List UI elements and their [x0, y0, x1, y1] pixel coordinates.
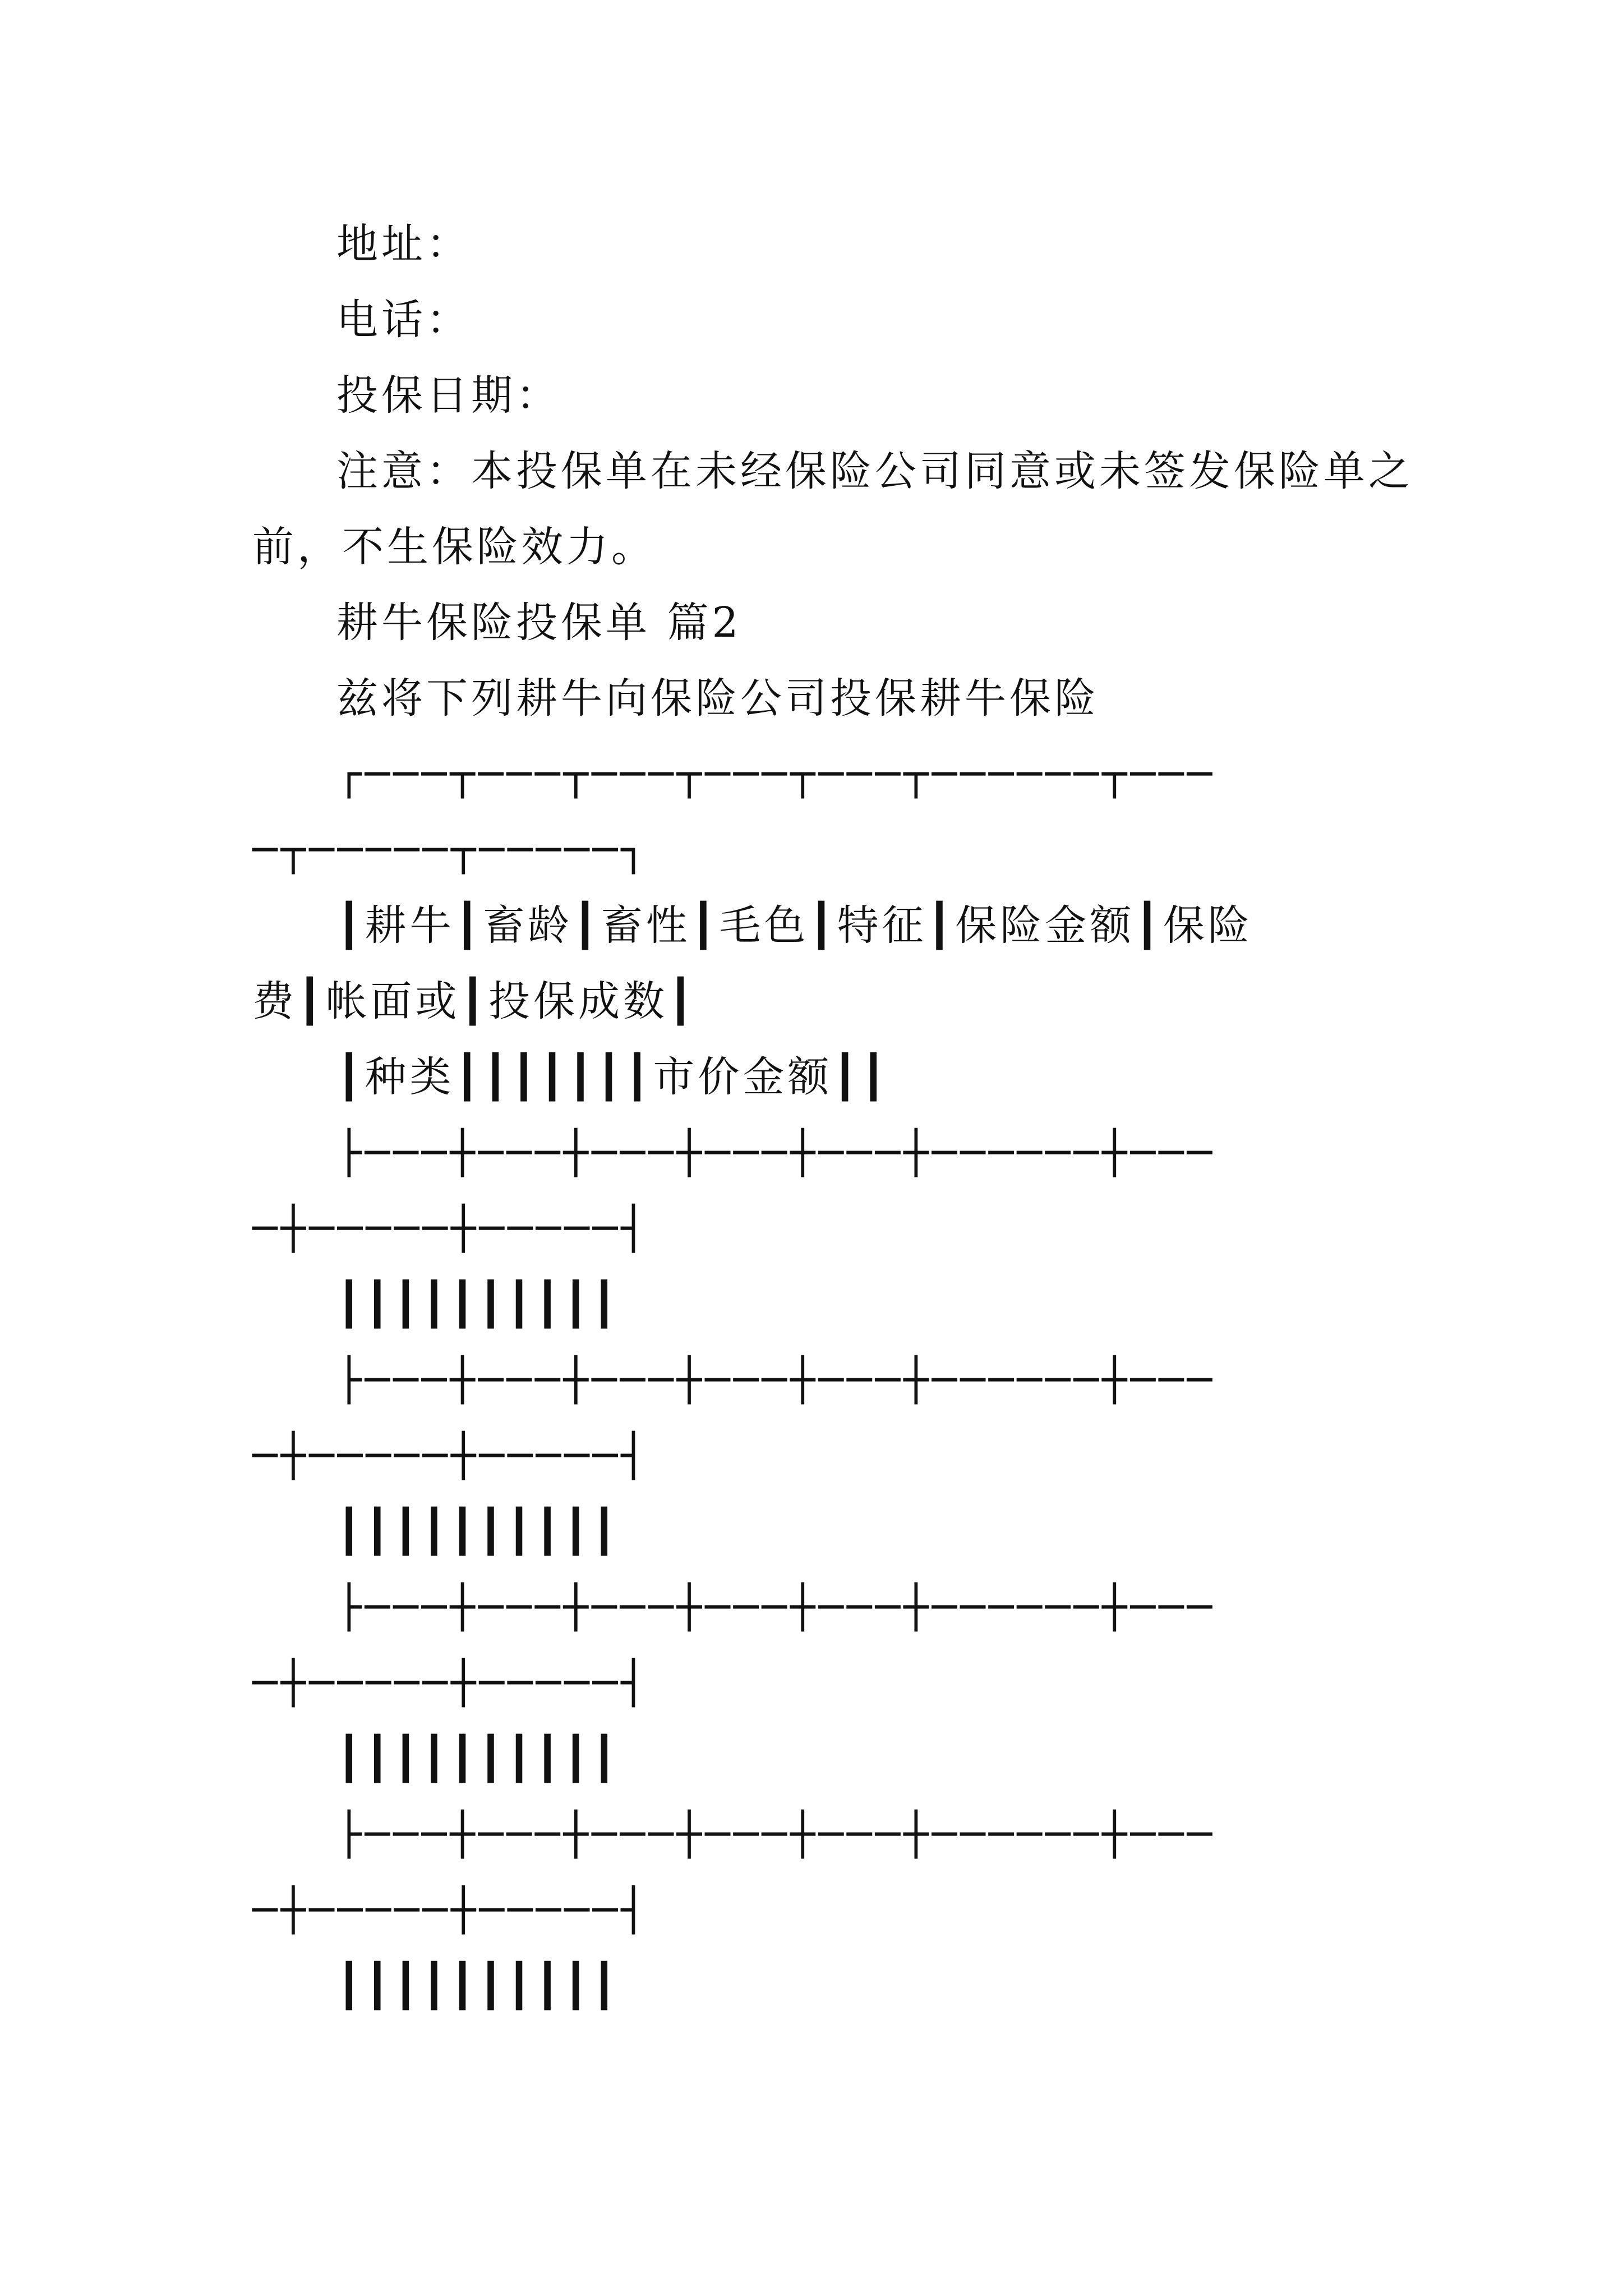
- table-row-1: ┃┃┃┃┃┃┃┃┃┃: [336, 1280, 620, 1328]
- table-divider-2a: ├───┼───┼───┼───┼───┼──────┼───: [336, 1356, 1216, 1404]
- table-row-2: ┃┃┃┃┃┃┃┃┃┃: [336, 1507, 620, 1556]
- table-row-4: ┃┃┃┃┃┃┃┃┃┃: [336, 1962, 620, 2010]
- table-top-border-2: ─┬─────┬─────┐: [252, 826, 649, 874]
- table-row-3: ┃┃┃┃┃┃┃┃┃┃: [336, 1734, 620, 1783]
- table-divider-1a: ├───┼───┼───┼───┼───┼──────┼───: [336, 1129, 1216, 1177]
- table-header-row-2: 费┃帐面或┃投保成数┃: [252, 977, 697, 1025]
- table-divider-2b: ─┼─────┼─────┤: [252, 1432, 649, 1480]
- table-divider-3a: ├───┼───┼───┼───┼───┼──────┼───: [336, 1583, 1216, 1631]
- section-title: 耕牛保险投保单 篇2: [336, 599, 742, 647]
- intro-line: 兹将下列耕牛向保险公司投保耕牛保险: [336, 674, 1099, 723]
- phone-label: 电话：: [336, 296, 471, 344]
- table-header-row-1: ┃耕牛┃畜龄┃畜性┃毛色┃特征┃保险金额┃保险: [336, 901, 1253, 950]
- insured-date-label: 投保日期：: [336, 371, 561, 420]
- notice-line-1: 注意：本投保单在未经保险公司同意或未签发保险单之: [336, 447, 1413, 495]
- table-divider-4b: ─┼─────┼─────┤: [252, 1886, 649, 1934]
- table-divider-1b: ─┼─────┼─────┤: [252, 1204, 649, 1253]
- table-divider-3b: ─┼─────┼─────┤: [252, 1659, 649, 1707]
- table-divider-4a: ├───┼───┼───┼───┼───┼──────┼───: [336, 1810, 1216, 1858]
- address-label: 地址：: [336, 220, 471, 268]
- table-top-border-1: ┌───┬───┬───┬───┬───┬──────┬───: [336, 750, 1216, 798]
- table-header-row-3: ┃种类┃┃┃┃┃┃┃市价金额┃┃: [336, 1053, 889, 1101]
- notice-line-2: 前，不生保险效力。: [252, 523, 656, 571]
